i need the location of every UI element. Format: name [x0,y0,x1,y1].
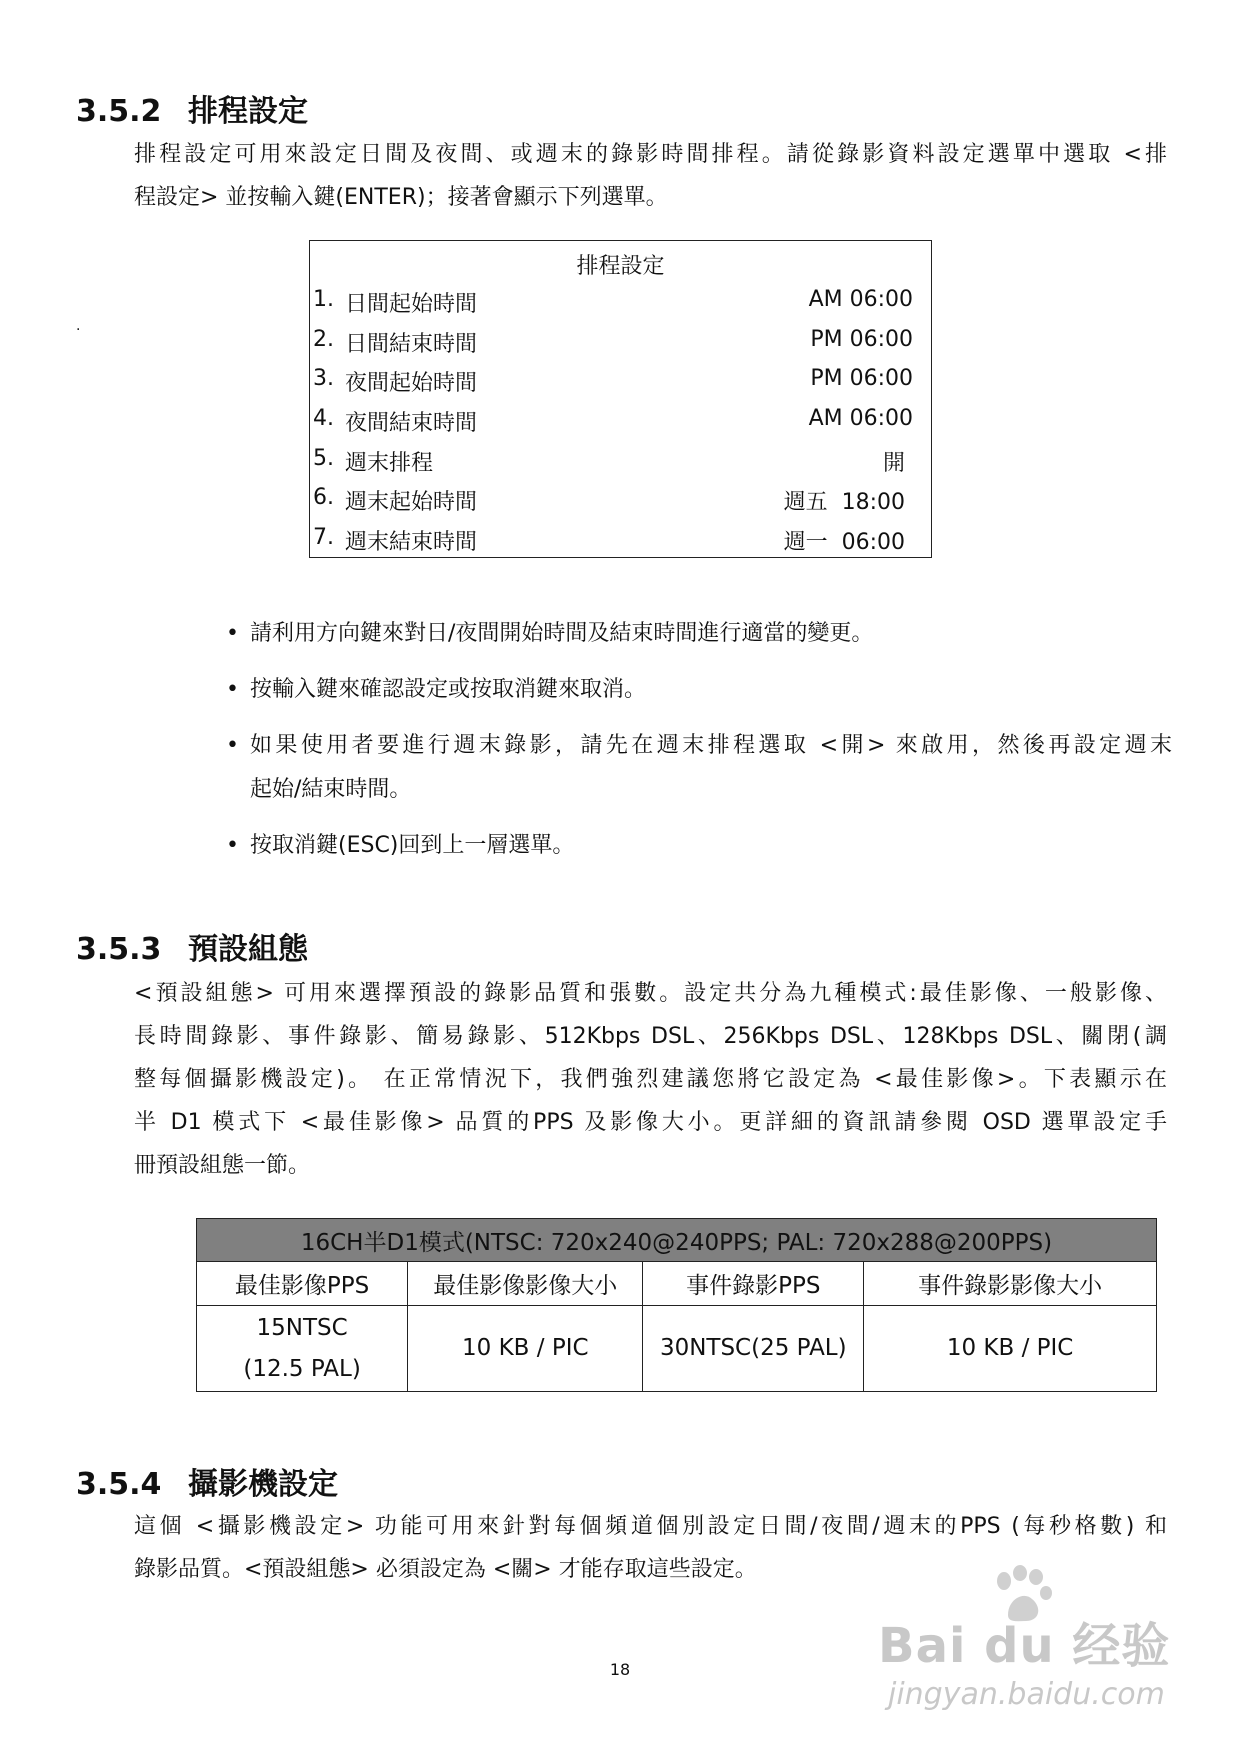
preset-paragraph [134,972,1167,1187]
table-cell: 30NTSC(25 PAL) [643,1306,864,1392]
table-caption: 16CH半D1模式(NTSC: 720x240@240PPS; PAL: 720x288@200PPS) [197,1219,1157,1262]
list-item-line: • 按輸入鍵來確認設定或按取消鍵來取消。 [250,677,647,702]
menu-row-label: 夜間結束時間 [345,411,478,436]
table-cell: 10 KB / PIC [408,1306,643,1392]
list-item [222,612,1172,656]
watermark-brand: Bai du 经验 [878,1618,1171,1674]
menu-title: 排程設定 [576,254,665,279]
menu-row-value: 週五 18:00 [783,490,905,515]
section-heading-3-5-4 [76,1459,338,1503]
spec-table [196,1218,1157,1392]
menu-row [313,406,931,446]
paragraph-line: 這個 <攝影機設定> 功能可用來針對每個頻道個別設定日間/夜間/週末的PPS (每秒格數) 和 [134,1514,1167,1539]
menu-row-index: 4. [313,406,334,431]
menu-row-value: AM 06:00 [808,406,913,431]
list-item [222,668,1172,712]
paragraph-line: 錄影品質。<預設組態> 必須設定為 <關> 才能存取這些設定。 [134,1557,757,1582]
paragraph-line: 冊預設組態一節。 [134,1153,311,1178]
menu-row-index: 3. [313,366,334,391]
menu-row-index: 2. [313,327,334,352]
menu-row-label: 日間起始時間 [345,292,478,317]
menu-row [313,366,931,406]
list-item-line: • 請利用方向鍵來對日/夜間開始時間及結束時間進行適當的變更。 [250,621,874,646]
paragraph-line: 程設定> 並按輸入鍵(ENTER)；接著會顯示下列選單。 [134,185,668,210]
menu-row [313,525,931,565]
table-header-cell: 最佳影像影像大小 [408,1262,643,1306]
section-title: 攝影機設定 [188,1467,338,1502]
page-number: 18 [609,1660,631,1679]
section-number: 3.5.3 [76,932,162,967]
list-item-line: • 按取消鍵(ESC)回到上一層選單。 [250,833,575,858]
section-heading-3-5-2 [76,86,308,130]
menu-row-value: 開 [882,451,905,476]
paragraph-line: 長時間錄影、事件錄影、簡易錄影、512Kbps DSL、256Kbps DSL、128Kbps DSL、關閉(調 [134,1024,1167,1049]
cell-line: (12.5 PAL) [243,1355,361,1382]
menu-row-index: 7. [313,525,334,550]
paragraph-line: 半 D1 模式下 <最佳影像> 品質的PPS 及影像大小。更詳細的資訊請參閱 OSD 選單設定手 [134,1110,1167,1135]
list-item-line: 起始/結束時間。 [250,777,412,802]
menu-row-label: 週末起始時間 [345,490,478,515]
menu-row [313,446,931,486]
paragraph-line: 整每個攝影機設定)。 在正常情況下，我們強烈建議您將它設定為 <最佳影像>。下表顯示在 [134,1067,1167,1092]
section-title: 預設組態 [188,932,308,967]
table-row [197,1306,1157,1392]
section-title: 排程設定 [188,94,308,129]
section-number: 3.5.4 [76,1467,162,1502]
menu-row [313,287,931,327]
menu-row-index: 5. [313,446,334,471]
menu-row-index: 1. [313,287,334,312]
table-header-cell: 最佳影像PPS [197,1262,408,1306]
menu-row-value: AM 06:00 [808,287,913,312]
menu-row-label: 夜間起始時間 [345,371,478,396]
table-cell: 10 KB / PIC [864,1306,1157,1392]
intro-paragraph [134,133,1167,219]
menu-row-index: 6. [313,485,334,510]
table-header-cell: 事件錄影影像大小 [864,1262,1157,1306]
menu-row-label: 週末結束時間 [345,530,478,555]
instruction-list [222,612,1172,868]
list-item-line: • 如果使用者要進行週末錄影，請先在週末排程選取 <開> 來啟用，然後再設定週末 [250,733,1172,758]
schedule-menu-box [309,240,932,558]
cell-line: 15NTSC [256,1314,348,1341]
paragraph-line: <預設組態> 可用來選擇預設的錄影品質和張數。設定共分為九種模式:最佳影像、一般影像、 [134,981,1167,1006]
menu-row [313,485,931,525]
paragraph-line: 排程設定可用來設定日間及夜間、或週末的錄影時間排程。請從錄影資料設定選單中選取 <排 [134,142,1167,167]
table-caption-row [197,1219,1157,1262]
table-header-cell: 事件錄影PPS [643,1262,864,1306]
menu-row-value: 週一 06:00 [783,530,905,555]
table-header-row [197,1262,1157,1306]
table-cell [197,1306,408,1392]
list-item [222,824,1172,868]
baidu-watermark [878,1565,1188,1725]
menu-row-label: 週末排程 [345,451,434,476]
menu-row-value: PM 06:00 [810,327,913,352]
stray-mark: . [76,318,81,334]
menu-row-value: PM 06:00 [810,366,913,391]
section-number: 3.5.2 [76,94,162,129]
list-item [222,724,1172,812]
menu-row [313,327,931,367]
watermark-url: jingyan.baidu.com [888,1677,1165,1712]
section-heading-3-5-3 [76,924,308,968]
menu-row-label: 日間結束時間 [345,332,478,357]
